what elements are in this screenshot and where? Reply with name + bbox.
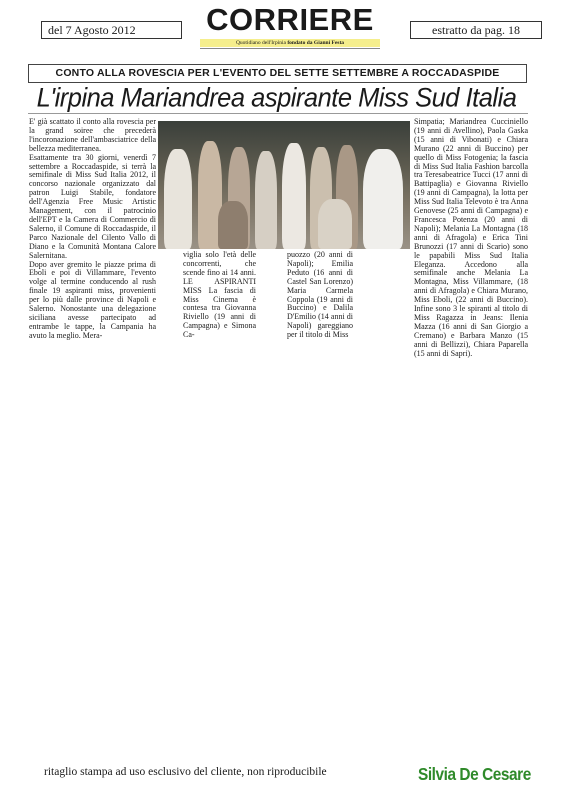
photo-figure [363, 149, 403, 249]
tagline-suffix: fondato da Gianni Festa [287, 40, 345, 46]
paragraph-intro: E' già scattato il conto alla rovescia per la grand soiree che precederà l'incoronazione dell'ambasciatrice della bellezza mediterranea. [29, 117, 156, 153]
article-column-middle-2: puozzo (20 anni di Napoli); Emilia Peduto (16 anni di Castel San Lorenzo) Maria Carmela Coppola (19 anni di Buccino) e Dalila D'Emilio (14 anni di Napoli) gareggiano per il titolo di Miss [287, 250, 353, 340]
headline-divider [28, 113, 528, 114]
photo-figure [164, 149, 192, 249]
masthead-tagline [200, 39, 380, 47]
author-signature: Silvia De Cesare [418, 764, 531, 784]
date-box: del 7 Agosto 2012 [41, 21, 182, 39]
masthead [200, 3, 380, 47]
masthead-rule [200, 48, 380, 49]
paragraph-contestants: Dopo aver gremito le piazze prima di Eboli e poi di Villammare, l'evento volge al termine conducendo al rush finale 19 aspiranti miss, provenienti per lo più dalle province di Napoli e Salerno. Nonostante una delegazione siciliana avesse partecipato ad entrambe le tappe, la Campania ha avuto la meglio. Mera- [29, 259, 156, 340]
page-reference-box: estratto da pag. 18 [410, 21, 542, 39]
contestants-photo [158, 121, 410, 249]
photo-figure [218, 201, 248, 249]
footer-disclaimer: ritaglio stampa ad uso esclusivo del cliente, non riproducibile [44, 766, 327, 778]
masthead-title: CORRIERE [206, 2, 374, 37]
article-kicker: CONTO ALLA ROVESCIA PER L'EVENTO DEL SETTE SETTEMBRE A ROCCADASPIDE [28, 64, 527, 83]
photo-figure [282, 143, 306, 249]
photo-figure [318, 199, 352, 249]
paragraph-event: Esattamente tra 30 giorni, venerdì 7 settembre a Roccadaspide, si terrà la semifinale di Miss Sud Italia 2012, il concorso nazionale organizzato dal patron Luigi Stabile, fondatore dell'Agenzia Free Music Artistic Management, con il patrocinio dell'EPT e la Camera di Commercio di Salerno, il Comune di Roccadaspide, il Parco Nazionale del Cilento Vallo di Diano e la Comunità Montana Calore Salernitana. [29, 152, 156, 260]
article-column-left [29, 118, 156, 341]
article-column-middle-1: viglia solo l'età delle concorrenti, che scende fino ai 14 anni. LE ASPIRANTI MISS La fascia di Miss Cinema è contesa tra Giovanna Riviello (19 anni di Campagna) e Simona Ca- [183, 250, 256, 340]
article-column-right: Simpatia; Mariandrea Cucciniello (19 anni di Avellino), Paola Gaska (15 anni di Vibonati) e Chiara Murano (22 anni di Buccino) per quello di Miss Fotogenia; la fascia di Miss Sud Italia Fashion barcolla tra Teresabeatrice Tucci (17 anni di Battipaglia) e Giovanna Riviello (19 anni di Campagna), la lotta per Miss Sud Italia Televoto è tra Anna Genovese (25 anni di Campagna) e Francesca Potenza (20 anni di Napoli); Melania La Montagna (18 anni di Afragola) e Erica Tini Brunozzi (17 anni di Scario) sono le papabili Miss Sud Italia Eleganza. Accedono alla semifinale anche Melania La Montagna, Miss Villammare, (18 anni di Afragola) e Chiara Murano, Miss Eboli, (22 anni di Buccino). Infine sono 3 le spiranti al titolo di Miss Ragazza in Jeans: Ilenia Mazza (16 anni di San Giorgio a Cremano) e Barbara Manzo (15 anni di Bellizzi), Chiara Paparella (15 anni di Sapri). [414, 117, 528, 358]
photo-figure [255, 151, 277, 249]
tagline-prefix: Quotidiano dell'Irpinia [235, 40, 286, 46]
article-headline: L'irpina Mariandrea aspirante Miss Sud Italia [36, 83, 517, 113]
